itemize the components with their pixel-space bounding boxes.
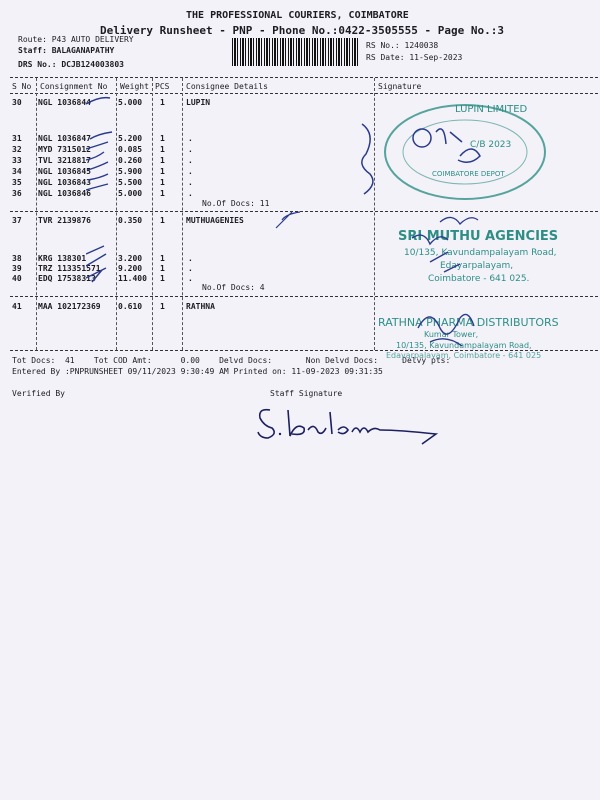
row-mark: . xyxy=(188,167,193,176)
muthu-stamp-addr2: Edayarpalayam, xyxy=(440,261,514,271)
row-weight: 5.500 xyxy=(118,178,143,187)
col-consignment: Consignment No xyxy=(40,82,108,91)
table-top-rule xyxy=(10,77,598,78)
staff-label: Staff: BALAGANAPATHY xyxy=(18,46,115,55)
row-pcs: 1 xyxy=(160,145,165,154)
row-sno: 31 xyxy=(12,134,22,143)
consignee-name: MUTHUAGENIES xyxy=(186,216,244,225)
row-mark: . xyxy=(188,145,193,154)
col-pcs: PCS xyxy=(155,82,170,91)
row-weight: 11.400 xyxy=(118,274,147,283)
row-weight: 5.000 xyxy=(118,189,143,198)
muthu-stamp-addr1: 10/135, Kavundampalayam Road, xyxy=(404,248,557,258)
row-sno: 39 xyxy=(12,264,22,273)
row-consignment: NGL 1036846 xyxy=(38,189,91,198)
row-pcs: 1 xyxy=(160,134,165,143)
row-sno: 32 xyxy=(12,145,22,154)
rs-date: RS Date: 11-Sep-2023 xyxy=(366,53,463,62)
row-mark: . xyxy=(188,134,193,143)
row-sno: 41 xyxy=(12,302,22,311)
row-weight: 3.200 xyxy=(118,254,143,263)
receiver-signatures xyxy=(400,112,520,292)
muthu-stamp-addr3: Coimbatore - 641 025. xyxy=(428,274,530,284)
drs-number: DRS No.: DCJB124003803 xyxy=(18,60,124,69)
row-sno: 37 xyxy=(12,216,22,225)
row-consignment: TVR 2139876 xyxy=(38,216,91,225)
route-label: Route: P43 AUTO DELIVERY xyxy=(18,35,134,44)
row-pcs: 1 xyxy=(160,167,165,176)
muthu-stamp-name: SRI MUTHU AGENCIES xyxy=(398,229,559,244)
consignee-name: LUPIN xyxy=(186,98,211,107)
handwritten-marks xyxy=(86,94,386,294)
row-consignment: KRG 138301 xyxy=(38,254,87,263)
row-weight: 9.200 xyxy=(118,264,143,273)
row-weight: 0.085 xyxy=(118,145,143,154)
row-pcs: 1 xyxy=(160,178,165,187)
row-consignment: MYD 7315012 xyxy=(38,145,91,154)
row-pcs: 1 xyxy=(160,254,165,263)
rs-number: RS No.: 1240038 xyxy=(366,41,439,50)
col-divider xyxy=(36,78,37,350)
row-mark: . xyxy=(188,274,193,283)
row-mark: . xyxy=(188,264,193,273)
row-pcs: 1 xyxy=(160,264,165,273)
company-title: THE PROFESSIONAL COURIERS, COIMBATORE xyxy=(186,10,409,21)
col-signature: Signature xyxy=(378,82,422,91)
row-pcs: 1 xyxy=(160,98,165,107)
row-weight: 0.350 xyxy=(118,216,143,225)
consignee-name: RATHNA xyxy=(186,302,215,311)
col-weight: Weight xyxy=(120,82,149,91)
row-pcs: 1 xyxy=(160,156,165,165)
row-consignment: NGL 1036847 xyxy=(38,134,91,143)
col-sno: S No xyxy=(12,82,32,91)
rathna-signature xyxy=(410,298,500,358)
row-pcs: 1 xyxy=(160,274,165,283)
row-pcs: 1 xyxy=(160,216,165,225)
docs-count: No.Of Docs: 11 xyxy=(202,199,270,208)
row-weight: 5.200 xyxy=(118,134,143,143)
row-weight: 0.260 xyxy=(118,156,143,165)
verified-by-label: Verified By xyxy=(12,389,65,398)
group-rule xyxy=(10,296,598,297)
row-consignment: NGL 1036844 xyxy=(38,98,91,107)
staff-signature-label: Staff Signature xyxy=(270,389,343,398)
col-consignee: Consignee Details xyxy=(186,82,268,91)
totals-line: Tot Docs: 41 Tot COD Amt: 0.00 Delvd Docs: Non Delvd Docs: Delvy pts: xyxy=(12,356,451,365)
rathna-stamp-name: RATHNA PHARMA DISTRIBUTORS xyxy=(378,316,559,329)
row-sno: 36 xyxy=(12,189,22,198)
rathna-stamp-addr3: Edayarpalayam, Coimbatore - 641 025 xyxy=(386,351,542,360)
row-sno: 33 xyxy=(12,156,22,165)
lupin-stamp-bottom: COIMBATORE DEPOT xyxy=(432,170,505,178)
row-mark: . xyxy=(188,156,193,165)
row-sno: 34 xyxy=(12,167,22,176)
row-mark: . xyxy=(188,254,193,263)
row-consignment: MAA 102172369 xyxy=(38,302,101,311)
row-consignment: NGL 1036845 xyxy=(38,167,91,176)
row-pcs: 1 xyxy=(160,189,165,198)
entered-by-line: Entered By :PNPRUNSHEET 09/11/2023 9:30:49 AM Printed on: 11-09-2023 09:31:35 xyxy=(12,367,383,376)
row-sno: 30 xyxy=(12,98,22,107)
row-consignment: NGL 1036843 xyxy=(38,178,91,187)
runsheet-subtitle: Delivery Runsheet - PNP - Phone No.:0422-3505555 - Page No.:3 xyxy=(100,24,504,37)
rathna-stamp-addr1: Kumar Tower, xyxy=(424,330,479,339)
row-sno: 35 xyxy=(12,178,22,187)
lupin-stamp-date: C/B 2023 xyxy=(470,140,512,150)
row-consignment: EDQ 17538313 xyxy=(38,274,96,283)
row-weight: 5.000 xyxy=(118,98,143,107)
barcode xyxy=(232,38,360,66)
row-mark: . xyxy=(188,189,193,198)
rathna-stamp-addr2: 10/135, Kavundampalayam Road, xyxy=(396,341,532,350)
row-weight: 0.610 xyxy=(118,302,143,311)
docs-count: No.Of Docs: 4 xyxy=(202,283,265,292)
row-consignment: TRZ 113351571 xyxy=(38,264,101,273)
row-sno: 38 xyxy=(12,254,22,263)
row-weight: 5.900 xyxy=(118,167,143,176)
row-sno: 40 xyxy=(12,274,22,283)
row-consignment: TVL 3218817 xyxy=(38,156,91,165)
row-pcs: 1 xyxy=(160,302,165,311)
lupin-stamp-top: LUPIN LIMITED xyxy=(455,104,528,115)
row-mark: . xyxy=(188,178,193,187)
staff-signature xyxy=(248,400,448,460)
